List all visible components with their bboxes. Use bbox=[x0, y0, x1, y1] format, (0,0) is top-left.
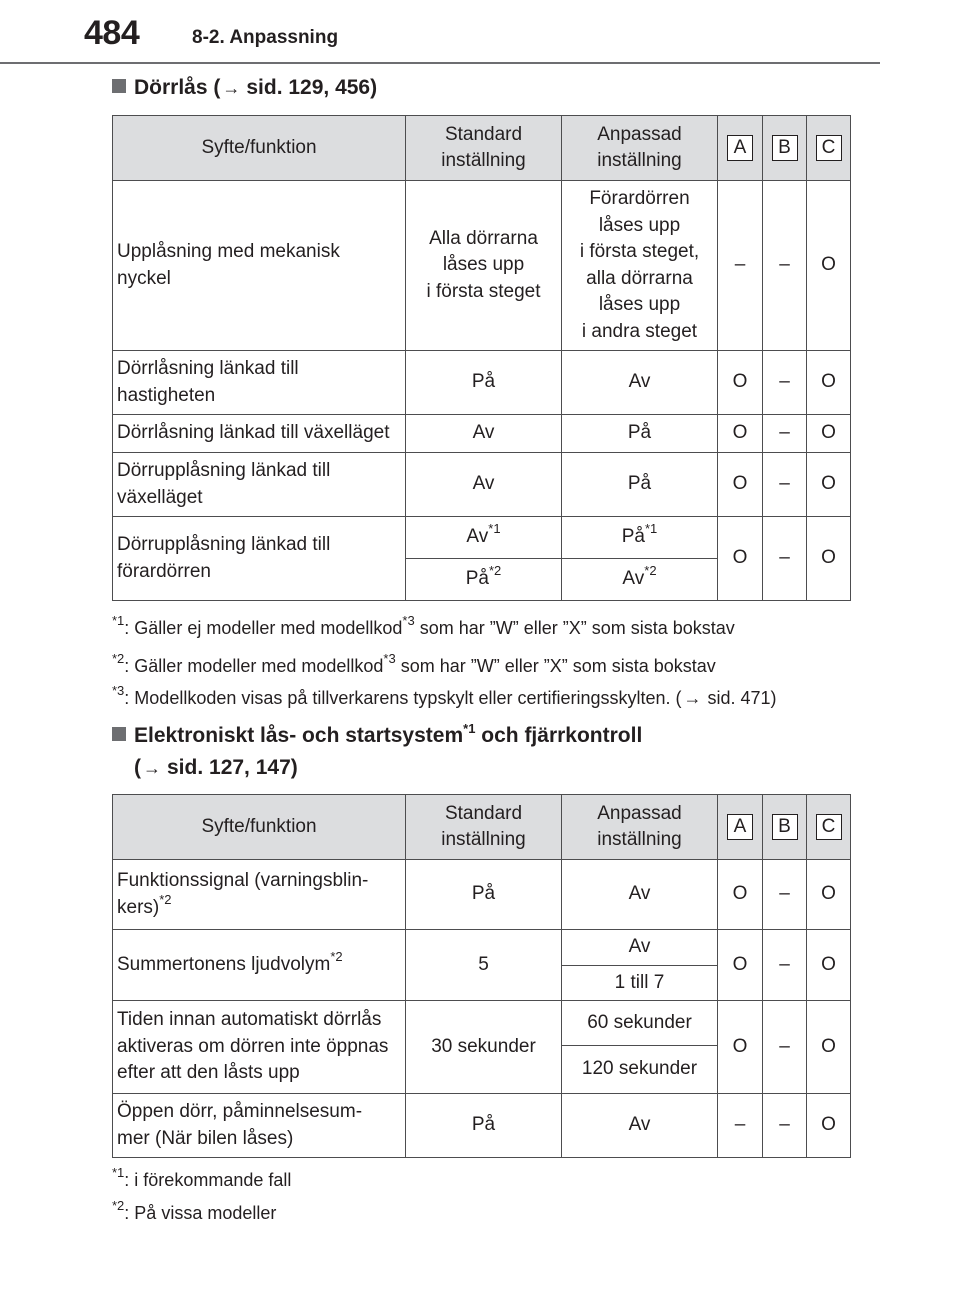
cell-b: – bbox=[763, 1094, 807, 1158]
cell-custom: 60 sekunder bbox=[562, 1001, 718, 1046]
footnote-2: $^{*2}$: På vissa modeller bbox=[112, 1198, 277, 1223]
cell-default: Av$^{*1}$ bbox=[406, 517, 562, 559]
arrow-right-icon: → bbox=[143, 758, 161, 778]
table-row bbox=[113, 860, 851, 930]
col-header-b: B bbox=[763, 795, 807, 860]
cell-default: På bbox=[406, 351, 562, 415]
cell-c: O bbox=[807, 1094, 851, 1158]
col-header-custom: Anpassad inställning bbox=[562, 116, 718, 181]
cell-purpose: Öppen dörr, påminnelsesum- mer (När bilen låses) bbox=[113, 1094, 406, 1158]
cell-a: O bbox=[718, 415, 763, 453]
arrow-right-icon: → bbox=[683, 688, 702, 708]
cell-a: O bbox=[718, 860, 763, 930]
cell-custom: Av bbox=[562, 860, 718, 930]
table-row bbox=[113, 181, 851, 351]
cell-custom: På bbox=[562, 453, 718, 517]
col-header-b: B bbox=[763, 116, 807, 181]
cell-default: På bbox=[406, 860, 562, 930]
footnote-3: $^{*3}$: Modellkoden visas på tillverkarens typskylt eller certifieringsskylten. ( → sid. 471) bbox=[112, 683, 777, 708]
cell-custom: 120 sekunder bbox=[562, 1046, 718, 1094]
table-row bbox=[113, 930, 851, 966]
cell-a: O bbox=[718, 517, 763, 601]
cell-custom: Av$^{*2}$ bbox=[562, 559, 718, 601]
cell-b: – bbox=[763, 181, 807, 351]
cell-purpose: Dörrlåsning länkad till växelläget bbox=[113, 415, 406, 453]
cell-c: O bbox=[807, 351, 851, 415]
cell-b: – bbox=[763, 453, 807, 517]
cell-custom: 1 till 7 bbox=[562, 965, 718, 1001]
cell-purpose: Dörrupplåsning länkad till växelläget bbox=[113, 453, 406, 517]
bullet-square-icon bbox=[112, 727, 126, 741]
col-header-custom: Anpassad inställning bbox=[562, 795, 718, 860]
col-header-default: Standard inställning bbox=[406, 795, 562, 860]
table-header-row bbox=[113, 116, 851, 181]
door-lock-table bbox=[112, 115, 851, 601]
cell-default: Av bbox=[406, 415, 562, 453]
cell-a: O bbox=[718, 453, 763, 517]
cell-default: På bbox=[406, 1094, 562, 1158]
cell-c: O bbox=[807, 517, 851, 601]
table-header-row bbox=[113, 795, 851, 860]
table-row bbox=[113, 1094, 851, 1158]
cell-purpose: Dörrupplåsning länkad till förardörren bbox=[113, 517, 406, 601]
cell-default: Alla dörrarna låses upp i första steget bbox=[406, 181, 562, 351]
cell-a: O bbox=[718, 930, 763, 1001]
table-row bbox=[113, 1001, 851, 1046]
col-header-a: A bbox=[718, 116, 763, 181]
section-heading-door-lock: Dörrlås ( → sid. 129, 456) bbox=[112, 72, 377, 104]
table-row bbox=[113, 517, 851, 559]
col-header-c: C bbox=[807, 116, 851, 181]
cell-purpose: Upplåsning med mekanisk nyckel bbox=[113, 181, 406, 351]
col-header-a: A bbox=[718, 795, 763, 860]
cell-c: O bbox=[807, 930, 851, 1001]
cell-custom: Av bbox=[562, 1094, 718, 1158]
arrow-right-icon: → bbox=[222, 78, 241, 98]
cell-a: O bbox=[718, 1001, 763, 1094]
footnote-2: $^{*2}$: Gäller modeller med modellkod$^{*3}$ som har ”W” eller ”X” som sista bokstav bbox=[112, 651, 716, 676]
bullet-square-icon bbox=[112, 79, 126, 93]
cell-a: – bbox=[718, 181, 763, 351]
col-header-purpose: Syfte/funktion bbox=[113, 116, 406, 181]
cell-b: – bbox=[763, 930, 807, 1001]
cell-default: Av bbox=[406, 453, 562, 517]
cell-b: – bbox=[763, 415, 807, 453]
col-header-c: C bbox=[807, 795, 851, 860]
cell-b: – bbox=[763, 1001, 807, 1094]
cell-custom: Av bbox=[562, 351, 718, 415]
smart-key-table bbox=[112, 794, 851, 1158]
cell-c: O bbox=[807, 1001, 851, 1094]
chapter-title: 8-2. Anpassning bbox=[192, 27, 339, 48]
col-header-purpose: Syfte/funktion bbox=[113, 795, 406, 860]
cell-purpose: Summertonens ljudvolym$^{*2}$ bbox=[113, 930, 406, 1001]
cell-b: – bbox=[763, 517, 807, 601]
footnote-1: $^{*1}$: Gäller ej modeller med modellkod$^{*3}$ som har ”W” eller ”X” som sista bokstav bbox=[112, 613, 735, 638]
col-header-default: Standard inställning bbox=[406, 116, 562, 181]
cell-b: – bbox=[763, 351, 807, 415]
cell-b: – bbox=[763, 860, 807, 930]
cell-purpose: Funktionssignal (varningsblin- kers)$^{*2}$ bbox=[113, 860, 406, 930]
table-row bbox=[113, 415, 851, 453]
table-row bbox=[113, 351, 851, 415]
cell-c: O bbox=[807, 181, 851, 351]
page-header bbox=[0, 0, 960, 64]
cell-custom: På bbox=[562, 415, 718, 453]
cell-default: $På^{*2}$ bbox=[406, 559, 562, 601]
header-divider bbox=[0, 62, 880, 64]
cell-default: 30 sekunder bbox=[406, 1001, 562, 1094]
cell-c: O bbox=[807, 415, 851, 453]
cell-c: O bbox=[807, 453, 851, 517]
cell-default: 5 bbox=[406, 930, 562, 1001]
cell-a: – bbox=[718, 1094, 763, 1158]
cell-c: O bbox=[807, 860, 851, 930]
footnote-1: $^{*1}$: i förekommande fall bbox=[112, 1165, 292, 1190]
section-heading-smart-key: Elektroniskt lås- och startsystem$^{*1}$ och fjärrkontroll ( → sid. 127, 147) bbox=[112, 720, 642, 784]
cell-custom: Förardörren låses upp i första steget, alla dörrarna låses upp i andra steget bbox=[562, 181, 718, 351]
table-row bbox=[113, 453, 851, 517]
cell-purpose: Dörrlåsning länkad till hastigheten bbox=[113, 351, 406, 415]
cell-a: O bbox=[718, 351, 763, 415]
cell-purpose: Tiden innan automatiskt dörrlås aktiveras om dörren inte öppnas efter att den låsts upp bbox=[113, 1001, 406, 1094]
cell-custom: Av bbox=[562, 930, 718, 966]
page-number: 484 bbox=[84, 14, 140, 52]
cell-custom: $På^{*1}$ bbox=[562, 517, 718, 559]
